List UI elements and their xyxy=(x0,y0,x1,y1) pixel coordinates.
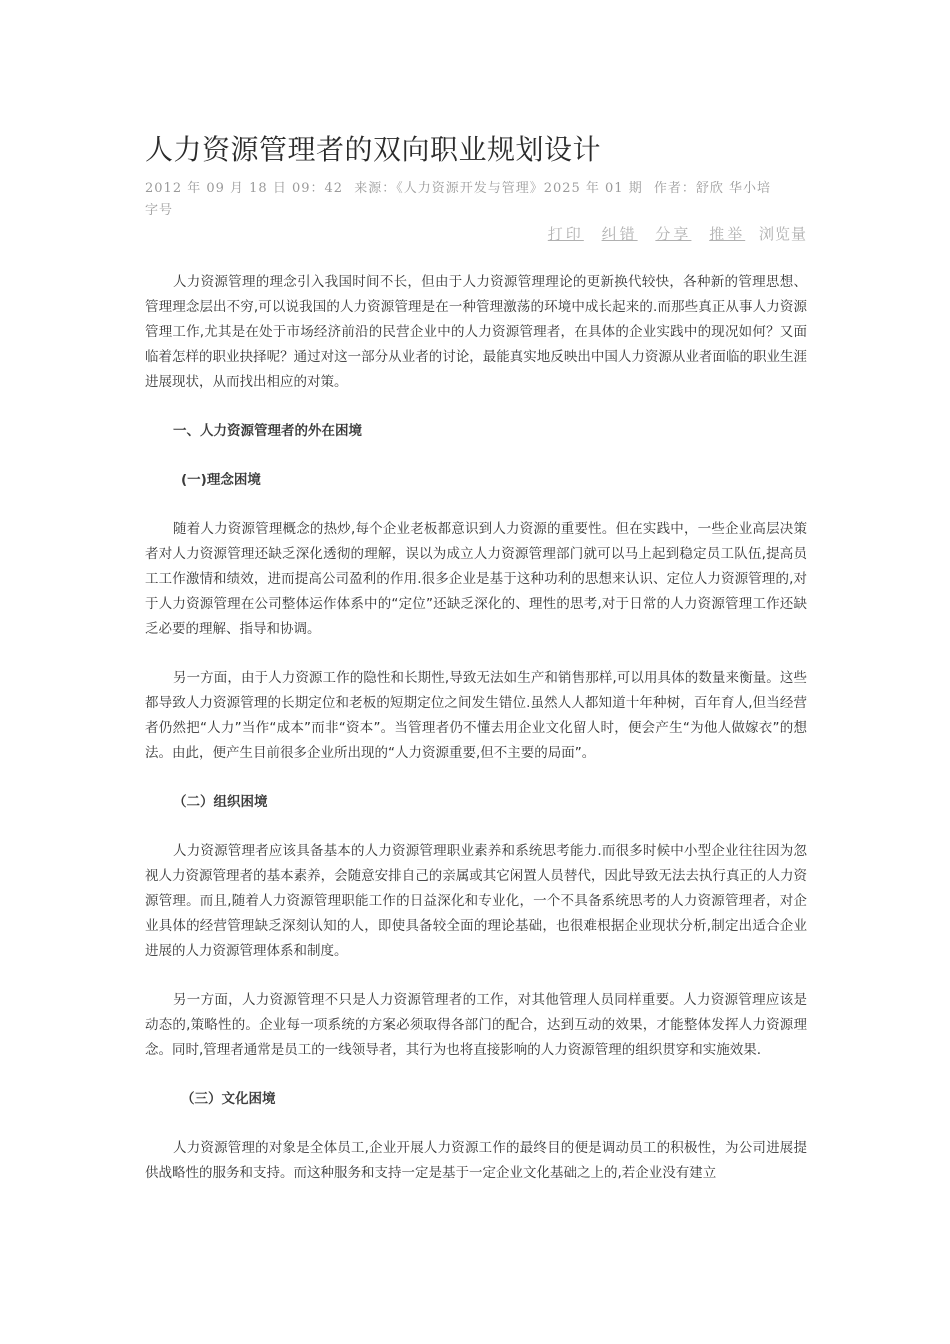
article-body xyxy=(145,270,807,1186)
view-count-label: 浏览量 xyxy=(758,225,807,243)
section-heading-1: 一、人力资源管理者的外在困境 xyxy=(173,423,362,439)
intro-paragraph: 人力资源管理的理念引入我国时间不长，但由于人力资源管理理论的更新换代较快，各种新的管理思想、管理理念层出不穷,可以说我国的人力资源管理是在一种管理激荡的环境中成长起来的.而那些真正从事人力资源管理工作,尤其是在处于市场经济前沿的民营企业中的人力资源管理者，在具体的企业实践中的现况如何？又面临着怎样的职业抉择呢？通过对这一部分从业者的讨论，最能真实地反映出中国人力资源从业者面临的职业生涯进展现状，从而找出相应的对策。 xyxy=(145,274,807,390)
paragraph: 人力资源管理者应该具备基本的人力资源管理职业素养和系统思考能力.而很多时候中小型企业往往因为忽视人力资源管理者的基本素养，会随意安排自己的亲属或其它闲置人员替代，因此导致无法去执行真正的人力资源管理。而且,随着人力资源管理职能工作的日益深化和专业化，一个不具备系统思考的人力资源管理者，对企业具体的经营管理缺乏深刻认知的人，即使具备较全面的理论基础，也很难根据企业现状分析,制定出适合企业进展的人力资源管理体系和制度。 xyxy=(145,843,807,959)
article-toolbar xyxy=(145,222,807,246)
paragraph: 人力资源管理的对象是全体员工,企业开展人力资源工作的最终目的便是调动员工的积极性，为公司进展提供战略性的服务和支持。而这种服务和支持一定是基于一定企业文化基础之上的,若企业没有建立 xyxy=(145,1140,807,1181)
paragraph: 随着人力资源管理概念的热炒,每个企业老板都意识到人力资源的重要性。但在实践中，一些企业高层决策者对人力资源管理还缺乏深化透彻的理解，误以为成立人力资源管理部门就可以马上起到稳定员工队伍,提高员工工作激情和绩效，进而提高公司盈利的作用.很多企业是基于这种功利的思想来认识、定位人力资源管理的,对于人力资源管理在公司整体运作体系中的“定位”还缺乏深化的、理性的思考,对于日常的人力资源管理工作还缺乏必要的理解、指导和协调。 xyxy=(145,521,807,637)
print-link[interactable]: 打印 xyxy=(547,225,584,243)
article-author: 作者：舒欣 华小培 xyxy=(653,181,771,196)
share-link[interactable]: 分享 xyxy=(655,225,692,243)
subsection-heading-concept: (一)理念困境 xyxy=(181,472,261,488)
subsection-heading-organization: （二）组织困境 xyxy=(173,794,268,810)
subsection-heading-culture: （三）文化困境 xyxy=(181,1091,276,1107)
article-title: 人力资源管理者的双向职业规划设计 xyxy=(145,133,602,166)
font-size-control[interactable]: 字号 xyxy=(145,203,174,218)
article-meta xyxy=(145,178,807,222)
paragraph: 另一方面，由于人力资源工作的隐性和长期性,导致无法如生产和销售那样,可以用具体的数量来衡量。这些都导致人力资源管理的长期定位和老板的短期定位之间发生错位.虽然人人都知道十年种树，百年育人,但当经营者仍然把“人力”当作“成本”而非“资本”。当管理者仍不懂去用企业文化留人时，便会产生“为他人做嫁衣”的想法。由此，便产生目前很多企业所出现的“人力资源重要,但不主要的局面”。 xyxy=(145,670,807,761)
correct-link[interactable]: 纠错 xyxy=(601,225,638,243)
paragraph: 另一方面，人力资源管理不只是人力资源管理者的工作，对其他管理人员同样重要。人力资源管理应该是动态的,策略性的。企业每一项系统的方案必须取得各部门的配合，达到互动的效果，才能整体发挥人力资源理念。同时,管理者通常是员工的一线领导者，其行为也将直接影响的人力资源管理的组织贯穿和实施效果. xyxy=(145,992,807,1058)
article-page xyxy=(145,130,807,1210)
recommend-link[interactable]: 推举 xyxy=(709,225,746,243)
article-source: 来源：《人力资源开发与管理》2025 年 01 期 xyxy=(354,181,643,196)
publish-date: 2012 年 09 月 18 日 09：42 xyxy=(145,181,344,196)
